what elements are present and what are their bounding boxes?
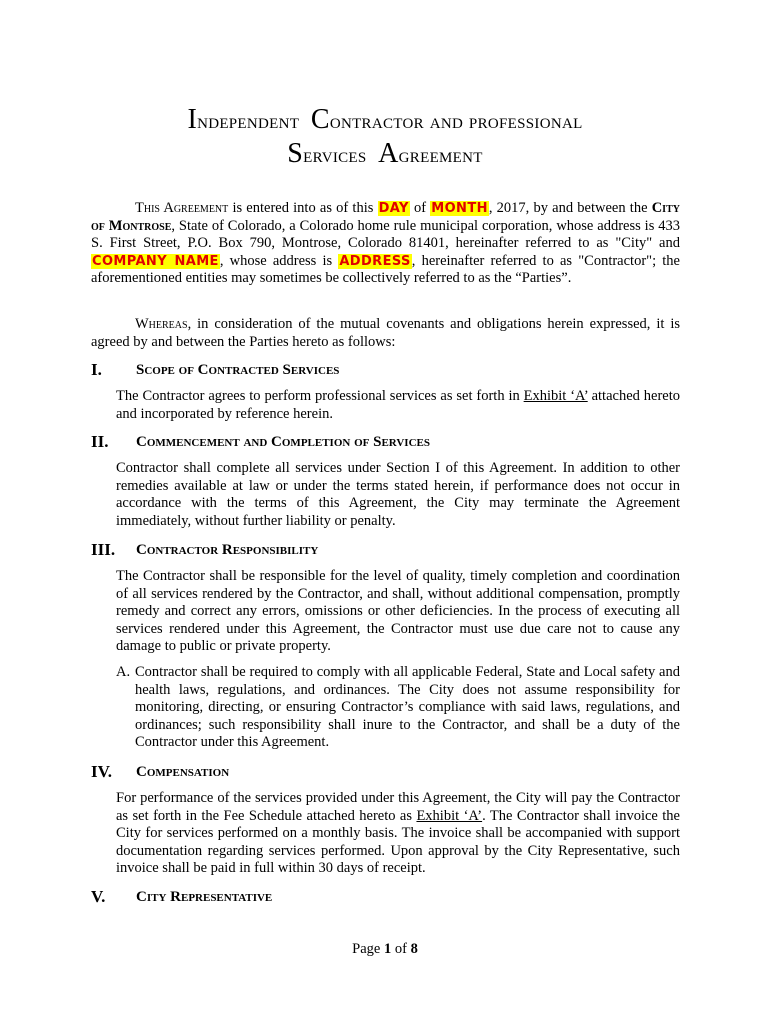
subitem-text: Contractor shall be required to comply with all applicable Federal, State and Local safety and health laws, regulations, and ordinances. The City does not assume responsibility for monitoring, directing, or ensuring Contractor’s compliance with said laws, regulations, and ordinances; such responsibility shall inure to the Contractor, and shall be a duty of the Contractor under this Agreement. [135, 664, 680, 750]
section-heading-1: I. Scope of Contracted Services [91, 360, 340, 379]
section-heading-2: II. Commencement and Completion of Services [91, 432, 430, 451]
section-heading-5: V. City Representative [91, 887, 273, 906]
section-2-body: Contractor shall complete all services under Section I of this Agreement. In addition to other remedies available at law or under the terms stated herein, if performance does not occur in accordance with the terms of this Agreement, the City may terminate the Agreement immediately, without further liability or penalty. [116, 460, 680, 529]
section-4-body: For performance of the services provided under this Agreement, the City will pay the Contractor as set forth in the Fee Schedule attached hereto as Exhibit ‘A’. The Contractor shall invoice the City for services performed on a monthly basis. The invoice shall be accompanied with support documentation regarding services performed. Upon approval by the City Representative, such invoice shall be paid in full within 30 days of receipt. [116, 790, 680, 876]
day-placeholder[interactable]: DAY [378, 201, 409, 216]
exhibit-a-link[interactable]: Exhibit ‘A’ [523, 388, 588, 404]
section-heading-4: IV. Compensation [91, 762, 230, 781]
city-name: City of Montrose [91, 200, 680, 234]
page-total: 8 [410, 941, 418, 957]
agreement-lead: This Agreement [135, 200, 229, 216]
section-heading-3: III. Contractor Responsibility [91, 540, 319, 559]
title-line-2: Services Agreement [287, 138, 483, 169]
exhibit-a-link[interactable]: Exhibit ‘A’ [416, 807, 483, 824]
whereas-paragraph: Whereas, in consideration of the mutual covenants and obligations herein expressed, it is agreed by and between the Parties hereto as follows: [91, 316, 680, 350]
subitem-marker: A. [116, 664, 131, 680]
title-line-1: Independent Contractor and professional [187, 104, 583, 135]
page-footer: Page 1 of 8 [352, 941, 418, 957]
company-name-placeholder[interactable]: COMPANY NAME [92, 253, 219, 269]
address-placeholder[interactable]: ADDRESS [339, 253, 411, 269]
section-1-body: The Contractor agrees to perform professional services as set forth in Exhibit ‘A’ attached hereto and incorporated by reference herein. [116, 388, 681, 422]
intro-paragraph: This Agreement is entered into as of this DAY of MONTH, 2017, by and between the City of Montrose, State of Colorado, a Colorado home rule municipal corporation, whose address is 433 S. First Street, P.O. Box 790, Montrose, Colorado 81401, hereinafter referred to as "City" and COMPANY NAME, whose address is ADDRESS, hereinafter referred to as "Contractor"; the aforementioned entities may sometimes be collectively referred to as the “Parties”. [91, 200, 680, 286]
section-3-subitem-a [116, 664, 680, 752]
page-number: 1 [383, 941, 392, 957]
section-3-body: The Contractor shall be responsible for the level of quality, timely completion and coordination of all services rendered by the Contractor, and shall, without additional compensation, promptly remedy and correct any errors, omissions or other deficiencies. In the process of executing all services rendered under this Agreement, the Contractor must use due care not to cause any damage to public or private property. [116, 568, 680, 654]
month-placeholder[interactable]: MONTH [431, 201, 488, 216]
